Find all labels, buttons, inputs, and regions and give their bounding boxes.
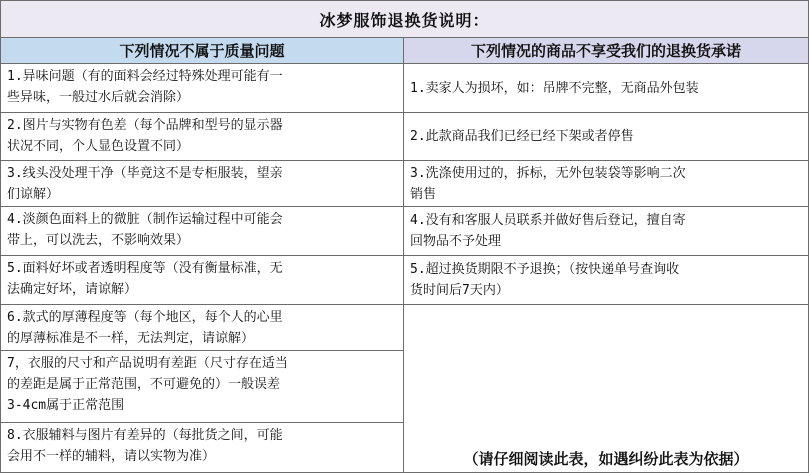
left-item-3: 3.线头没处理干净（毕竟这不是专柜服装，望亲 们谅解）	[1, 161, 404, 207]
left-item-6: 6.款式的厚薄程度等（每个地区，每个人的心里 的厚薄标准是不一样，无法判定，请谅解）	[1, 305, 404, 351]
right-item-2-text: 2.此款商品我们已经已经下架或者停售	[410, 129, 634, 144]
dispute-note: （请仔细阅读此表，如遇纠纷此表为依据）	[463, 450, 749, 468]
left-item-2: 2.图片与实物有色差（每个品牌和型号的显示器 状况不同，个人显色设置不同）	[1, 113, 404, 161]
right-item-3-text: 3.洗涤使用过的，拆标，无外包装袋等影响二次 销售	[410, 165, 686, 202]
left-item-7: 7，衣服的尺寸和产品说明有差距（尺寸存在适当 的差距是属于正常范围，不可避免的）一般误差 3-4cm属于正常范围	[1, 351, 404, 423]
right-item-5-text: 5.超过换货期限不予退换；（按快递单号查询收 货时间后7天内）	[410, 262, 680, 298]
left-item-1: 1.异味问题（有的面料会经过特殊处理可能有一 些异味，一般过水后就会消除）	[1, 64, 404, 113]
right-item-5	[404, 256, 808, 305]
right-note-cell	[404, 305, 808, 472]
right-item-1-text: 1.卖家人为损坏，如：吊牌不完整，无商品外包装	[410, 80, 699, 96]
left-item-4: 4.淡颜色面料上的微脏（制作运输过程中可能会 带上，可以洗去，不影响效果）	[1, 207, 404, 256]
left-item-5: 5.面料好坏或者透明程度等（没有衡量标准，无 法确定好坏，请谅解）	[1, 256, 404, 305]
right-item-1	[404, 64, 808, 113]
right-item-4	[404, 207, 808, 256]
left-column-header: 下列情况不属于质量问题	[1, 38, 404, 64]
table-title: 冰梦服饰退换货说明：	[1, 1, 808, 38]
left-item-8: 8.衣服辅料与图片有差异的（每批货之间，可能 会用不一样的辅料，请以实物为准）	[1, 423, 404, 472]
right-column-header: 下列情况的商品不享受我们的退换货承诺	[404, 38, 808, 64]
right-item-4-text: 4.没有和客服人员联系并做好售后登记，擅自寄 回物品不予处理	[410, 213, 686, 249]
right-item-3	[404, 161, 808, 207]
right-item-2	[404, 113, 808, 161]
